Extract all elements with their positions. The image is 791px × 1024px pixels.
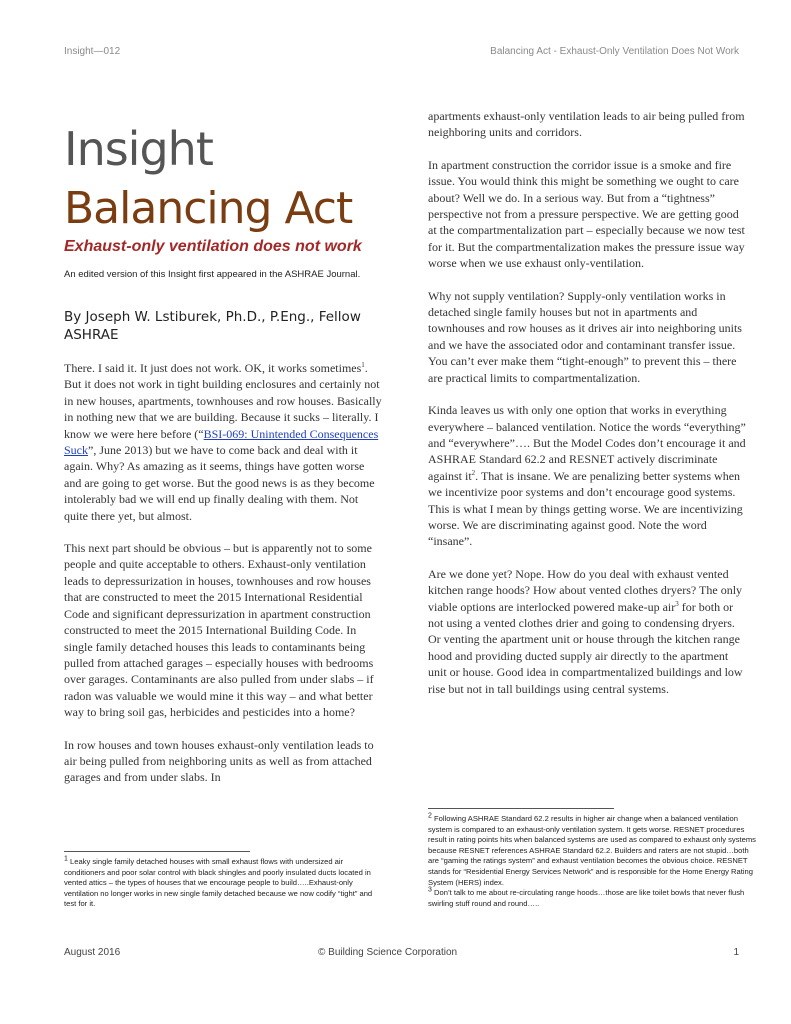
running-header-left: Insight—012 <box>64 46 121 57</box>
footer-date: August 2016 <box>64 947 121 958</box>
page-title-main: Balancing Act <box>64 183 353 234</box>
footnote-divider <box>64 851 250 852</box>
publication-note: An edited version of this Insight first appeared in the ASHRAE Journal. <box>64 269 361 280</box>
footnotes <box>428 814 758 909</box>
footnote-divider <box>428 808 614 809</box>
footnote-ref[interactable]: 1 <box>361 361 365 369</box>
right-column <box>428 108 746 713</box>
footnote-ref[interactable]: 2 <box>471 468 476 477</box>
footnote: $^2$ Following ASHRAE Standard 62.2 results in higher air change when a balanced ventilation system is compared to an exhaust-only ventilation system. It gets worse. RESNET procedures result in rating points hits when balanced systems are used as compared to exhaust only systems because RESNET references ASHRAE Standard 62.2. Builders and raters are not stupid…both are “gaming the ratings system” and exhaust ventilation becomes the obvious choice. RESNET stands for “Residential Energy Services Network” and is responsible for the Home Energy Rating System (HERS) index. <box>428 812 756 887</box>
body-paragraph: Are we done yet? Nope. How do you deal with exhaust vented kitchen range hoods? How about vented clothes dryers? The only viable options are interlocked powered make-up air$^3$ for both or not using a vented clothes drier and going to condensing dryers. Or venting the apartment unit or house through the kitchen range hood and providing ducted supply air directly to the apartment unit or house. Good idea in compartmentalized buildings and low rise but not in tall buildings using central systems. <box>428 566 743 696</box>
page-subtitle: Exhaust-only ventilation does not work <box>64 238 362 255</box>
body-paragraph: This next part should be obvious – but is apparently not to some people and quite acceptable to others. Exhaust-only ventilation leads to depressurization in houses, townhouses and row houses that are constructed to meet the 2015 International Residential Code and significant depressurization in apartment construction constructed to meet the 2015 International Building Code. In single family detached houses this leads to contaminants being pulled from attached garages – especially houses with bedrooms over garages. Contaminants are also pulled from under slabs – if radon was valuable we would mine it this way – and what better way to bring soil gas, herbicides and pesticides into a home? <box>64 541 374 720</box>
footnote-ref[interactable]: 3 <box>675 599 679 608</box>
author-byline: By Joseph W. Lstiburek, Ph.D., P.Eng., Fellow ASHRAE <box>64 309 361 343</box>
footnote: $^3$ Don’t talk to me about re-circulating range hoods…those are like toilet bowls that never flush swirling stuff round and round….. <box>428 886 745 908</box>
left-column <box>64 360 384 802</box>
footer-copyright: © Building Science Corporation <box>318 947 458 958</box>
footnote: $^1$ Leaky single family detached houses with small exhaust flows with undersized air conditioners and poor solar control with black shingles and poorly insulated ducts located in vented attics – the types of houses that we encourage people to build…..Exhaust-only ventilation no longer works in new single family detached because we now codify “tight” and test for it. <box>64 855 373 909</box>
body-paragraph: In apartment construction the corridor issue is a smoke and fire issue. You would think this might be something we ought to care about? Well we do. In a serious way. But from a “tightness” perspective not from a pressure perspective. We are getting good at the compartmentalization part – especially because we now test for it. But the compartmentalization makes the pressure issue way worse when we use exhaust only-ventilation. <box>428 157 745 271</box>
body-paragraph: There. I said it. It just does not work. OK, it works sometimes$^1$. But it does not work in tight building enclosures and certainly not in new houses, apartments, townhouses and row houses. Basically in nothing new that we are building. Because it sucks – literally. I know we were here before (“BSI-069: Unintended Consequences Suck”, June 2013) but we have to come back and deal with it again. Why? As amazing as it seems, things have gotten worse and are going to get worse. But the good news is as they become intolerably bad we will end up finally dealing with them. Not quite there yet, but almost. <box>64 361 382 523</box>
body-paragraph: apartments exhaust-only ventilation leads to air being pulled from neighboring units and corridors. <box>428 109 745 140</box>
page-title: Insight <box>64 122 213 176</box>
body-paragraph: Kinda leaves us with only one option that works in everything everywhere – balanced ventilation. Notice the words “everything” and “everywhere”…. But the Model Codes don’t encourage it and ASHRAE Standard 62.2 and RESNET actively discriminate against $it^2$. That is insane. We are penalizing better systems when we incentivize poor systems and don’t encourage good systems. This is what I mean by things getting worse. We are incentivizing worse. We are discriminating against good. Note the word “insane”. <box>428 403 746 549</box>
bsi-069-link[interactable]: BSI-069: Unintended Consequences Suck <box>64 426 379 458</box>
running-header-right: Balancing Act - Exhaust-Only Ventilation Does Not Work <box>490 46 739 57</box>
body-paragraph: Why not supply ventilation? Supply-only ventilation works in detached single family houses but not in apartments and townhouses and row houses as it drives air into neighboring units and we have the associated odor and contaminant transfer issue. You can’t ever make them “tight-enough” to prevent this – there are practical limits to compartmentalization. <box>428 288 742 385</box>
page-number: 1 <box>733 947 739 958</box>
body-paragraph: In row houses and town houses exhaust-only ventilation leads to air being pulled from neighboring units as well as from attached garages and from under slabs. In <box>64 737 374 785</box>
